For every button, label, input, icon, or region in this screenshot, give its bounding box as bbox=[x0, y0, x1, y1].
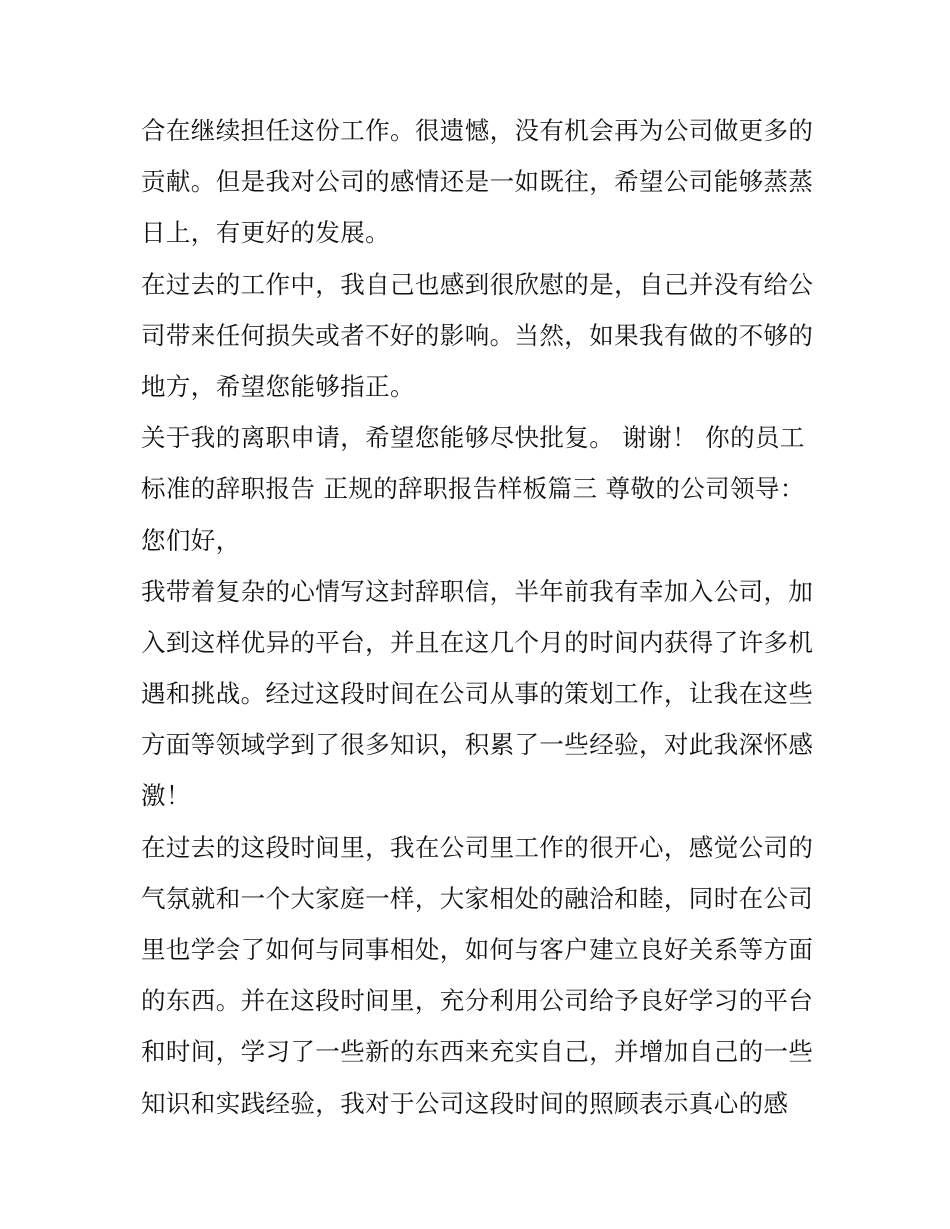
text-line: 里也学会了如何与同事相处，如何与客户建立良好关系等方面 bbox=[141, 935, 814, 964]
text-line: 知识和实践经验，我对于公司这段时间的照顾表示真心的感 bbox=[141, 1088, 789, 1118]
text-line: 和时间，学习了一些新的东西来充实自己，并增加自己的一些 bbox=[141, 1037, 814, 1067]
text-line: 我带着复杂的心情写这封辞职信，半年前我有幸加入公司，加 bbox=[141, 576, 814, 606]
text-line: 的东西。并在这段时间里，充分利用公司给予良好学习的平台 bbox=[141, 986, 814, 1016]
document-body-text bbox=[141, 105, 821, 1129]
text-line: 日上，有更好的发展。 bbox=[141, 218, 390, 248]
text-line: 遇和挑战。经过这段时间在公司从事的策划工作，让我在这些 bbox=[141, 679, 814, 709]
text-line: 标准的辞职报告 正规的辞职报告样板篇三 尊敬的公司领导： bbox=[141, 474, 805, 504]
text-line: 在过去的这段时间里，我在公司里工作的很开心，感觉公司的 bbox=[141, 832, 814, 862]
text-line: 司带来任何损失或者不好的影响。当然，如果我有做的不够的 bbox=[141, 320, 814, 350]
text-line: 入到这样优异的平台，并且在这几个月的时间内获得了许多机 bbox=[141, 627, 814, 657]
text-line: 关于我的离职申请，希望您能够尽快批复。 谢谢！ 你的员工 bbox=[141, 423, 805, 453]
text-line: 合在继续担任这份工作。很遗憾，没有机会再为公司做更多的 bbox=[141, 116, 814, 145]
text-line: 在过去的工作中，我自己也感到很欣慰的是，自己并没有给公 bbox=[141, 269, 814, 299]
text-line: 气氛就和一个大家庭一样，大家相处的融洽和睦，同时在公司 bbox=[141, 883, 814, 913]
text-line: 贡献。但是我对公司的感情还是一如既往，希望公司能够蒸蒸 bbox=[141, 167, 814, 197]
text-line: 您们好， bbox=[141, 525, 241, 555]
text-line: 地方，希望您能够指正。 bbox=[141, 371, 415, 401]
text-line: 方面等领域学到了很多知识，积累了一些经验，对此我深怀感 bbox=[141, 730, 814, 760]
text-line: 激！ bbox=[141, 781, 191, 811]
